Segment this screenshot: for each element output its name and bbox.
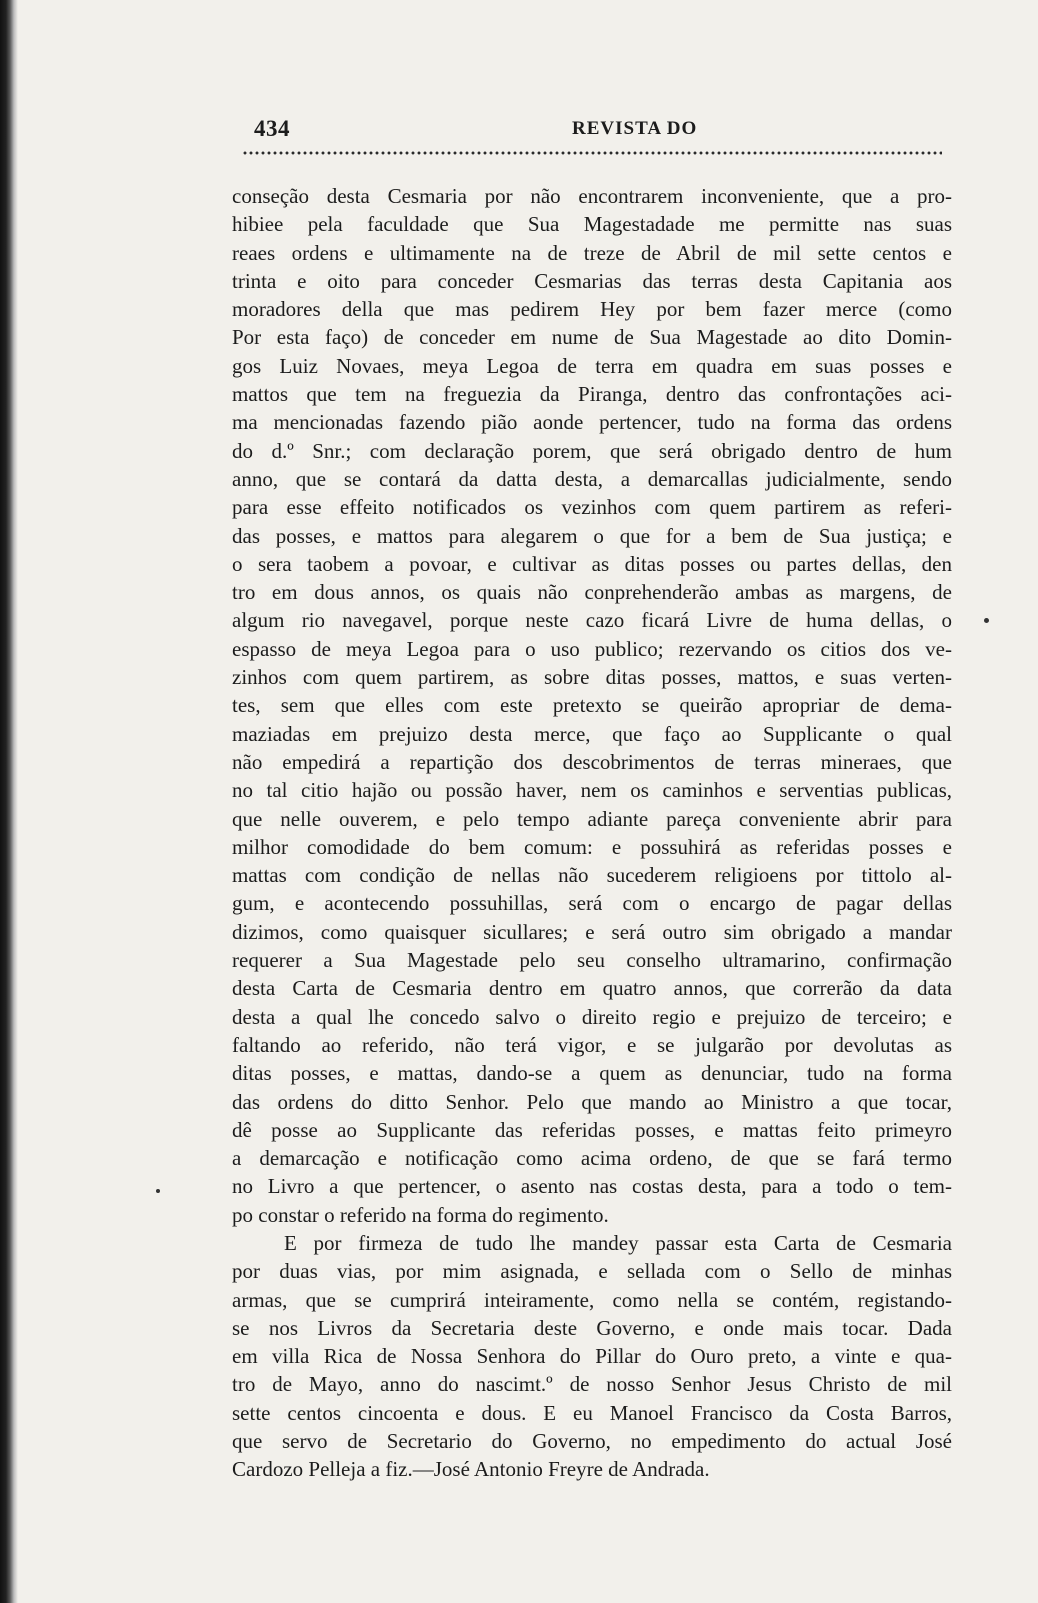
scan-binding-edge xyxy=(0,0,18,1603)
text-line: Cardozo Pelleja a fiz.—José Antonio Freyre de Andrada. xyxy=(232,1457,710,1482)
text-line: das ordens do ditto Senhor. Pelo que mando ao Ministro a que tocar, xyxy=(232,1089,952,1114)
text-line: o sera taobem a povoar, e cultivar as ditas posses ou partes dellas, den xyxy=(232,551,952,576)
text-line: que nelle ouverem, e pelo tempo adiante pareça conveniente abrir para xyxy=(232,806,952,831)
header-rule xyxy=(242,150,942,156)
text-line: armas, que se cumprirá inteiramente, como nella se contém, registando- xyxy=(232,1287,952,1312)
ink-speck xyxy=(984,618,989,623)
text-line: tro em dous annos, os quais não conprehenderão ambas as margens, de xyxy=(232,580,952,605)
page-header xyxy=(232,110,952,144)
text-line: por duas vias, por mim asignada, e sellada com o Sello de minhas xyxy=(232,1259,952,1284)
running-head: REVISTA DO xyxy=(572,118,698,139)
text-line: ma mencionadas fazendo pião aonde pertencer, tudo na forma das ordens xyxy=(232,410,952,435)
page-number: 434 xyxy=(254,116,290,141)
text-line: E por firmeza de tudo lhe mandey passar esta Carta de Cesmaria xyxy=(284,1230,952,1255)
text-line: em villa Rica de Nossa Senhora do Pillar do Ouro preto, a vinte e qua- xyxy=(232,1344,952,1369)
body-text xyxy=(232,182,952,1484)
text-line: não empedirá a repartição dos descobrimentos de terras mineraes, que xyxy=(232,749,952,774)
paragraph-1 xyxy=(232,182,952,1229)
text-line: espasso de meya Legoa para o uso publico; rezervando os citios dos ve- xyxy=(232,636,952,661)
text-line: do d.º Snr.; com declaração porem, que será obrigado dentro de hum xyxy=(232,438,952,463)
text-line: faltando ao referido, não terá vigor, e se julgarão por devolutas as xyxy=(232,1032,952,1057)
text-line: tro de Mayo, anno do nascimt.º de nosso Senhor Jesus Christo de mil xyxy=(232,1372,952,1397)
text-line: a demarcação e notificação como acima ordeno, de que se fará termo xyxy=(232,1146,952,1171)
text-line: mattos que tem na freguezia da Piranga, dentro das confrontações aci- xyxy=(232,382,952,407)
text-line: zinhos com quem partirem, as sobre ditas posses, mattos, e suas verten- xyxy=(232,665,952,690)
text-line: para esse effeito notificados os vezinhos com quem partirem as referi- xyxy=(232,495,952,520)
text-line: dê posse ao Supplicante das referidas posses, e mattas feito primeyro xyxy=(232,1117,952,1142)
text-line: no tal citio hajão ou possão haver, nem os caminhos e serventias publicas, xyxy=(232,778,952,803)
text-line: se nos Livros da Secretaria deste Governo, e onde mais tocar. Dada xyxy=(232,1315,952,1340)
text-line: que servo de Secretario do Governo, no empedimento do actual José xyxy=(232,1429,952,1454)
text-line: algum rio navegavel, porque neste cazo ficará Livre de huma dellas, o xyxy=(232,608,952,633)
text-line: ditas posses, e mattas, dando-se a quem as denunciar, tudo na forma xyxy=(232,1061,952,1086)
text-line: mattas com condição de nellas não sucederem religioens por tittolo al- xyxy=(232,863,952,888)
text-line: gum, e acontecendo possuhillas, será com o encargo de pagar dellas xyxy=(232,891,952,916)
text-line: no Livro a que pertencer, o asento nas costas desta, para a todo o tem- xyxy=(232,1174,952,1199)
ink-speck xyxy=(156,1189,160,1193)
text-line: reaes ordens e ultimamente na de treze de Abril de mil sette centos e xyxy=(232,240,952,265)
text-line: desta a qual lhe concedo salvo o direito regio e prejuizo de terceiro; e xyxy=(232,1004,952,1029)
text-line: das posses, e mattos para alegarem o que for a bem de Sua justiça; e xyxy=(232,523,952,548)
text-line: po constar o referido na forma do regimento. xyxy=(232,1202,609,1227)
text-line: tes, sem que elles com este pretexto se queirão apropriar de dema- xyxy=(232,693,952,718)
text-line: gos Luiz Novaes, meya Legoa de terra em quadra em suas posses e xyxy=(232,353,952,378)
text-line: desta Carta de Cesmaria dentro em quatro annos, que correrão da data xyxy=(232,976,952,1001)
text-line: conseção desta Cesmaria por não encontrarem inconveniente, que a pro- xyxy=(232,184,952,208)
text-line: anno, que se contará da datta desta, a demarcallas judicialmente, sendo xyxy=(232,466,952,491)
text-line: trinta e oito para conceder Cesmarias das terras desta Capitania aos xyxy=(232,268,952,293)
paragraph-2 xyxy=(232,1229,952,1484)
text-line: Por esta faço) de conceder em nume de Sua Magestade ao dito Domin- xyxy=(232,325,952,350)
text-line: maziadas em prejuizo desta merce, que faço ao Supplicante o qual xyxy=(232,721,952,746)
text-line: milhor comodidade do bem comum: e possuhirá as referidas posses e xyxy=(232,834,952,859)
text-line: hibiee pela faculdade que Sua Magestadade me permitte nas suas xyxy=(232,212,952,237)
text-line: dizimos, como quaisquer sicullares; e será outro sim obrigado a mandar xyxy=(232,919,952,944)
text-line: sette centos cincoenta e dous. E eu Manoel Francisco da Costa Barros, xyxy=(232,1400,952,1425)
book-page xyxy=(232,110,952,1482)
text-line: moradores della que mas pedirem Hey por bem fazer merce (como xyxy=(232,297,952,322)
text-line: requerer a Sua Magestade pelo seu conselho ultramarino, confirmação xyxy=(232,948,952,973)
